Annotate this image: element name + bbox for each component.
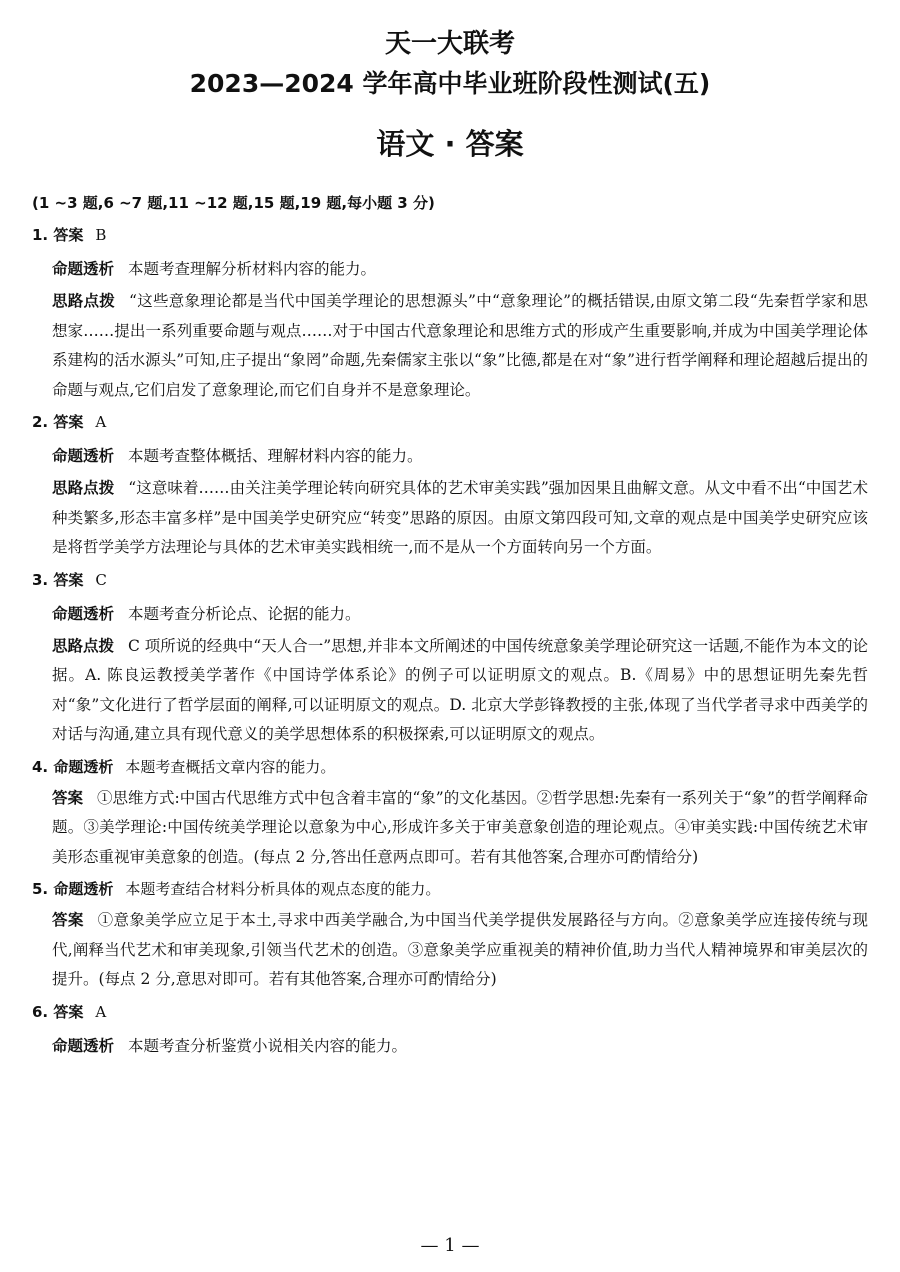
question-6-intent <box>32 1029 868 1064</box>
question-3-answer: C <box>95 570 107 589</box>
intent-label: 命题透析 <box>52 447 115 465</box>
answer-label: 答案 <box>52 911 84 929</box>
question-4-intent: 本题考查概括文章内容的能力。 <box>125 757 336 776</box>
analysis-text: “这意味着……由关注美学理论转向研究具体的艺术审美实践”强加因果且曲解文意。从文中看不出“中国艺术种类繁多,形态丰富多样”是中国美学史研究应“转变”思路的原因。由原文第四段可知,文章的观点是中国美学史研究应该是将哲学美学方法理论与具体的艺术审美实践相统一,而不是从一个方面转向另一个方面。 <box>52 479 868 556</box>
question-1-label: 1. 答案 <box>32 226 84 244</box>
scoring-note: (1 ~3 题,6 ~7 题,11 ~12 题,15 题,19 题,每小题 3 分) <box>32 194 435 212</box>
answer-text: ①意象美学应立足于本土,寻求中西美学融合,为中国当代美学提供发展路径与方向。②意象美学应连接传统与现代,阐释当代艺术和审美现象,引领当代艺术的创造。③意象美学应重视美的精神价值,助力当代人精神境界和审美层次的提升。(每点 2 分,意思对即可。若有其他答案,合理亦可酌情给分) <box>52 911 868 988</box>
question-4-label: 4. 命题透析 <box>32 757 114 776</box>
intent-label: 命题透析 <box>52 260 115 278</box>
question-6-label: 6. 答案 <box>32 1002 84 1021</box>
analysis-text: C 项所说的经典中“天人合一”思想,并非本文所阐述的中国传统意象美学理论研究这一话题,不能作为本文的论据。A. 陈良运教授美学著作《中国诗学体系论》的例子可以证明原文的观点。B.《周易》中的思想证明先秦先哲对“象”文化进行了哲学层面的阐释,可以证明原文的观点。D. 北京大学彭锋教授的主张,体现了当代学者寻求中西美学的对话与沟通,建立具有现代意义的美学思想体系的积极探索,可以证明原文的观点。 <box>52 636 869 743</box>
analysis-label: 思路点拨 <box>52 636 115 655</box>
question-5-head <box>32 872 868 906</box>
question-2-intent <box>32 439 868 474</box>
question-3-label: 3. 答案 <box>32 570 84 589</box>
question-1-analysis <box>32 287 868 405</box>
question-3-analysis <box>32 632 868 750</box>
intent-text: 本题考查分析论点、论据的能力。 <box>128 604 361 623</box>
question-4-head <box>32 750 868 784</box>
question-2-label: 2. 答案 <box>32 413 84 431</box>
answer-label: 答案 <box>52 788 84 807</box>
question-5-label: 5. 命题透析 <box>32 880 114 898</box>
analysis-label: 思路点拨 <box>52 479 115 497</box>
question-5-intent: 本题考查结合材料分析具体的观点态度的能力。 <box>125 880 441 898</box>
question-1-answer: B <box>95 226 107 244</box>
intent-text: 本题考查分析鉴赏小说相关内容的能力。 <box>128 1036 408 1055</box>
analysis-text: “这些意象理论都是当代中国美学理论的思想源头”中“意象理论”的概括错误,由原文第二段“先秦哲学家和思想家……提出一系列重要命题与观点……对于中国古代意象理论和思维方式的形成产生重要影响,并成为中国美学理论体系建构的活水源头”可知,庄子提出“象罔”命题,先秦儒家主张以“象”比德,都是在对“象”进行哲学阐释和理论超越后提出的命题与观点,它们启发了意象理论,而它们自身并不是意象理论。 <box>52 292 868 399</box>
question-2-analysis <box>32 474 868 563</box>
header-organization: 天一大联考 <box>384 29 515 59</box>
question-3-head <box>32 563 868 597</box>
intent-text: 本题考查整体概括、理解材料内容的能力。 <box>128 447 423 465</box>
intent-label: 命题透析 <box>52 604 115 623</box>
question-6-head <box>32 995 868 1029</box>
header-exam-title: 2023—2024 学年高中毕业班阶段性测试(五) <box>189 69 711 98</box>
question-1-intent <box>32 252 868 287</box>
question-4-answer <box>32 784 868 873</box>
analysis-label: 思路点拨 <box>52 292 116 310</box>
question-5-answer <box>32 906 868 995</box>
question-2-head <box>32 405 868 439</box>
header-subject-title: 语文 · 答案 <box>376 127 524 161</box>
answer-text: ①思维方式:中国古代思维方式中包含着丰富的“象”的文化基因。②哲学思想:先秦有一系列关于“象”的哲学阐释命题。③美学理论:中国传统美学理论以意象为中心,形成许多关于审美意象创造的理论观点。④审美实践:中国传统艺术审美形态重视审美意象的创造。(每点 2 分,答出任意两点即可。若有其他答案,合理亦可酌情给分) <box>52 788 868 866</box>
intent-text: 本题考查理解分析材料内容的能力。 <box>128 260 377 278</box>
question-2-answer: A <box>95 413 107 431</box>
answer-body <box>32 218 868 1064</box>
question-3-intent <box>32 597 868 632</box>
intent-label: 命题透析 <box>52 1036 115 1055</box>
question-1-head <box>32 218 868 252</box>
page-number: — 1 — <box>420 1235 480 1256</box>
question-6-answer: A <box>95 1002 107 1021</box>
